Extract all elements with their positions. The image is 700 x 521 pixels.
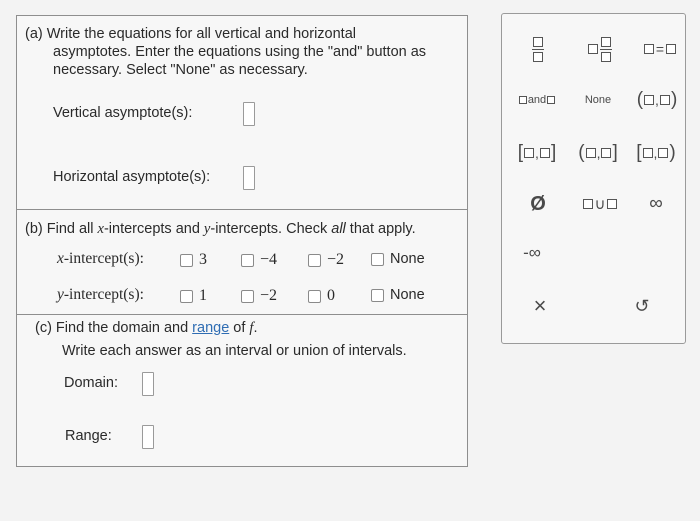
part-a-prompt-line-2: asymptotes. Enter the equations using the "and" button as [53, 44, 427, 60]
part-b-section [17, 211, 467, 315]
and-button[interactable] [512, 89, 562, 111]
x-intercepts-label [57, 250, 144, 268]
checkbox[interactable] [241, 290, 254, 303]
x-intercept-option-neg4[interactable] [241, 251, 277, 269]
y-intercepts-label-rest: -intercept(s): [63, 286, 144, 303]
range-label: Range: [65, 428, 112, 444]
part-a-prompt-line-3: necessary. Select "None" as necessary. [53, 62, 308, 78]
y-intercept-option-neg2[interactable] [241, 287, 277, 305]
fraction-icon [532, 37, 544, 62]
part-b-prompt-mid1: -intercepts and [103, 221, 204, 237]
y-intercepts-label [57, 286, 144, 304]
y-intercepts-label-var: y [57, 286, 64, 303]
math-toolbox [501, 13, 686, 344]
part-c-prompt-line-1 [35, 320, 257, 337]
part-c-prompt-period: . [253, 320, 258, 336]
vertical-asymptote-label: Vertical asymptote(s): [53, 105, 193, 121]
part-c-prompt-line-2: Write each answer as an interval or union of intervals. [62, 343, 407, 359]
clear-button[interactable]: × [533, 293, 547, 318]
y-intercept-option-1-label: 1 [199, 287, 207, 304]
part-b-prompt-mid2: -intercepts. Check [210, 221, 332, 237]
part-c-section [17, 316, 467, 466]
vertical-asymptote-input[interactable] [243, 102, 255, 126]
mixed-number-button[interactable] [580, 34, 620, 64]
x-intercept-option-neg2[interactable] [308, 251, 344, 269]
part-a-section [17, 16, 467, 210]
checkbox[interactable] [180, 290, 193, 303]
x-intercepts-label-rest: -intercept(s): [63, 250, 144, 267]
undo-button[interactable] [624, 292, 660, 320]
checkbox[interactable] [308, 290, 321, 303]
mixed-number-icon [588, 37, 612, 62]
part-b-prompt-all: all [331, 221, 346, 237]
y-intercept-option-0[interactable] [308, 287, 335, 305]
equals-symbol: = [655, 41, 665, 57]
range-definition-link[interactable]: range [192, 320, 230, 336]
range-input[interactable] [142, 425, 154, 449]
horizontal-asymptote-input[interactable] [243, 166, 255, 190]
part-b-prompt [25, 221, 416, 238]
checkbox[interactable] [371, 289, 384, 302]
checkbox[interactable] [371, 253, 384, 266]
y-intercept-option-0-label: 0 [327, 287, 335, 304]
equals-icon [644, 41, 676, 57]
and-icon [519, 94, 555, 106]
right-open-interval-icon: [ , ) [636, 142, 676, 163]
open-interval-icon: ( , ) [636, 89, 678, 110]
undo-icon: ↺ [634, 295, 650, 316]
left-open-interval-icon: ( , ] [578, 142, 618, 163]
left-open-interval-button[interactable] [570, 140, 626, 166]
union-button[interactable] [576, 191, 624, 217]
x-intercept-option-none[interactable] [371, 251, 425, 267]
horizontal-asymptote-label: Horizontal asymptote(s): [53, 169, 211, 185]
and-label: and [527, 94, 547, 106]
union-symbol: ∪ [594, 196, 606, 213]
equals-button[interactable] [638, 34, 682, 64]
part-b-y-var: y [203, 221, 211, 237]
x-intercept-option-neg2-label: −2 [327, 251, 345, 268]
part-b-prompt-prefix: (b) Find all [25, 221, 98, 237]
union-icon [583, 195, 618, 213]
x-intercept-option-3[interactable] [180, 251, 207, 269]
right-open-interval-button[interactable] [628, 140, 684, 166]
y-intercept-option-none-label: None [390, 287, 425, 303]
domain-input[interactable] [142, 372, 154, 396]
part-a-prompt-line-1: (a) Write the equations for all vertical and horizontal [25, 26, 356, 42]
part-b-prompt-end: that apply. [345, 221, 416, 237]
open-interval-button[interactable] [632, 89, 682, 111]
none-button[interactable]: None [584, 94, 612, 106]
part-b-x-var: x [97, 221, 104, 237]
question-panel [16, 15, 468, 467]
y-intercept-option-neg2-label: −2 [260, 287, 278, 304]
closed-interval-icon: [ , ] [517, 142, 557, 163]
fraction-button[interactable] [518, 34, 558, 64]
checkbox[interactable] [241, 254, 254, 267]
checkbox[interactable] [180, 254, 193, 267]
infinity-button[interactable]: ∞ [649, 193, 663, 214]
negative-infinity-button[interactable]: -∞ [523, 243, 541, 262]
part-c-prompt-prefix: (c) Find the domain and [35, 320, 193, 336]
x-intercepts-label-var: x [57, 250, 64, 267]
y-intercept-option-none[interactable] [371, 287, 425, 303]
x-intercept-option-none-label: None [390, 251, 425, 267]
x-intercept-option-3-label: 3 [199, 251, 207, 268]
y-intercept-option-1[interactable] [180, 287, 207, 305]
domain-label: Domain: [64, 375, 118, 391]
empty-set-button[interactable]: Ø [530, 192, 546, 215]
part-c-f-var: f [249, 320, 254, 336]
checkbox[interactable] [308, 254, 321, 267]
x-intercept-option-neg4-label: −4 [260, 251, 278, 268]
part-c-prompt-of: of [229, 320, 250, 336]
closed-interval-button[interactable] [510, 140, 564, 166]
